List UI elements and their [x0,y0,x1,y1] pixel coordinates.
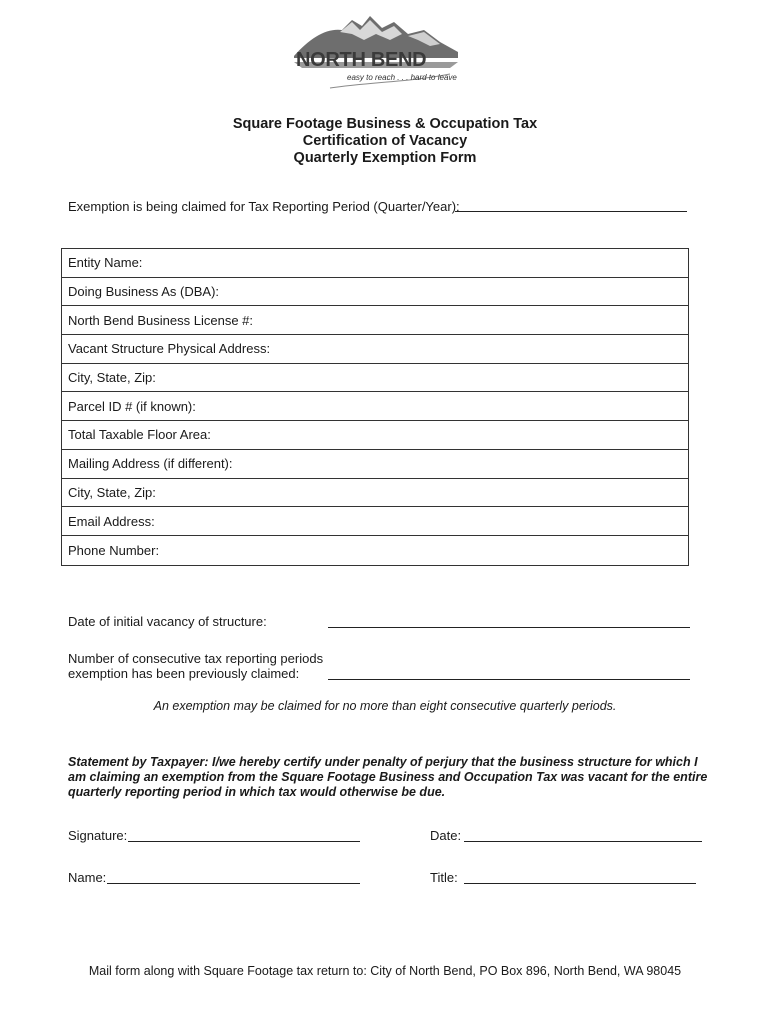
date-input[interactable] [464,841,702,842]
date-label: Date: [430,828,462,843]
signature-label: Signature: [68,828,128,843]
business-license-field[interactable] [62,306,688,335]
physical-address-field[interactable] [62,335,688,364]
title-input[interactable] [464,883,696,884]
field-label: Mailing Address (if different): [68,456,233,472]
field-label: North Bend Business License #: [68,312,253,328]
periods-claimed-input[interactable] [328,679,690,680]
title-line-2: Certification of Vacancy [302,133,468,149]
phone-field[interactable] [62,536,688,565]
name-label: Name: [68,870,107,885]
dba-field[interactable] [62,278,688,307]
mailing-instructions: Mail form along with Square Footage tax return to: City of North Bend, PO Box 896, North Bend, WA 98045 [88,964,682,978]
title-line-3: Quarterly Exemption Form [293,150,477,166]
entity-name-field[interactable] [62,249,688,278]
field-label: City, State, Zip: [68,370,156,386]
field-label: Vacant Structure Physical Address: [68,341,271,357]
physical-city-state-zip-field[interactable] [62,364,688,393]
initial-vacancy-label: Date of initial vacancy of structure: [68,614,267,629]
signature-input[interactable] [128,841,360,842]
tax-period-label: Exemption is being claimed for Tax Reporting Period (Quarter/Year): [68,199,460,214]
field-label: Parcel ID # (if known): [68,398,196,414]
logo-tagline: easy to reach . . . hard to leave [347,73,457,82]
floor-area-field[interactable] [62,421,688,450]
exemption-limit-note: An exemption may be claimed for no more than eight consecutive quarterly periods. [153,699,617,713]
email-field[interactable] [62,507,688,536]
logo-title: NORTH BEND [296,49,427,71]
taxpayer-statement: Statement by Taxpayer: I/we hereby certify under penalty of perjury that the business structure for which I am claiming an exemption from the Square Footage Business and Occupation Tax was vacant for the entire quarterly reporting period in which tax would otherwise be due. [68,755,708,799]
initial-vacancy-input[interactable] [328,627,690,628]
field-label: Entity Name: [68,255,143,271]
mailing-address-field[interactable] [62,450,688,479]
title-label: Title: [430,870,458,885]
field-label: Phone Number: [68,542,160,558]
field-label: Total Taxable Floor Area: [68,427,211,443]
periods-claimed-label-2: exemption has been previously claimed: [68,666,300,681]
field-label: Doing Business As (DBA): [68,284,220,300]
parcel-id-field[interactable] [62,392,688,421]
entity-info-table [61,248,689,566]
name-input[interactable] [107,883,360,884]
periods-claimed-label-1: Number of consecutive tax reporting periods [68,651,324,666]
title-line-1: Square Footage Business & Occupation Tax [232,116,538,132]
field-label: City, State, Zip: [68,484,156,500]
field-label: Email Address: [68,513,155,529]
mailing-city-state-zip-field[interactable] [62,479,688,508]
north-bend-logo [290,12,465,96]
form-title [0,116,770,167]
tax-period-input[interactable] [455,211,687,212]
